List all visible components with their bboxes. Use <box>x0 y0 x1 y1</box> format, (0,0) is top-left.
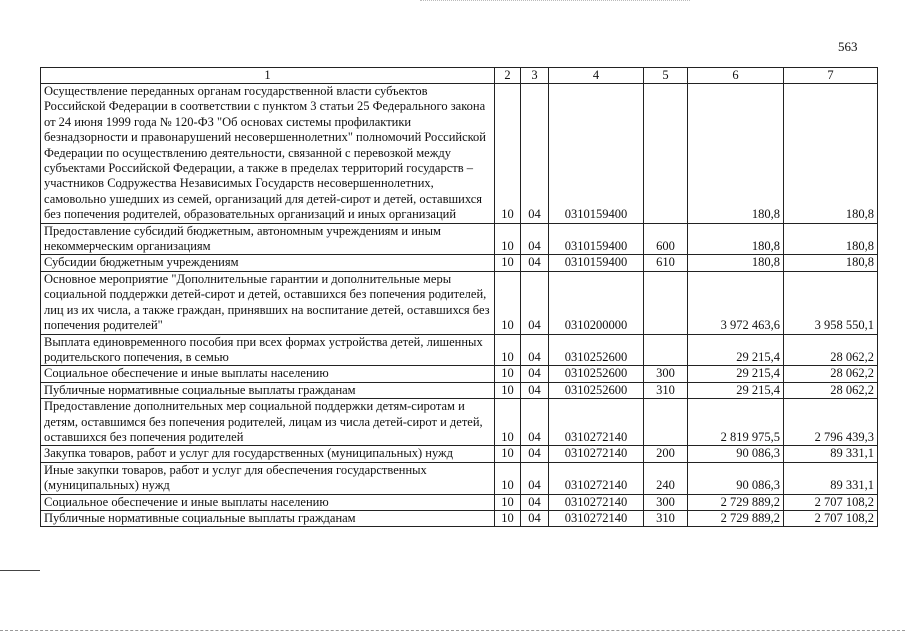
row-amount-year1-cell: 180,8 <box>688 255 784 271</box>
table-row <box>41 462 878 494</box>
row-section-cell: 10 <box>495 366 521 382</box>
row-subsection-cell: 04 <box>521 494 549 510</box>
row-amount-year2-cell: 28 062,2 <box>784 366 878 382</box>
row-section-cell: 10 <box>495 255 521 271</box>
table-row <box>41 255 878 271</box>
row-name-cell: Субсидии бюджетным учреждениям <box>41 255 495 271</box>
row-section-cell: 10 <box>495 494 521 510</box>
table-row <box>41 223 878 255</box>
table-row <box>41 271 878 334</box>
row-name-cell: Осуществление переданных органам государственной власти субъектов Российской Федерации в соответствии с пунктом 3 статьи 25 Федерального закона от 24 июня 1999 года № 120-ФЗ "Об основах системы профилактики безнадзорности и правонарушений несовершеннолетних" полномочий Российской Федерации по осуществлению деятельности, связанной с перевозкой между субъектами Российской Федерации, а также в пределах территорий государств – участников Содружества Независимых Государств несовершеннолетних, самовольно ушедших из семей, организаций для детей-сирот и детей, оставшихся без попечения родителей, образовательных организаций и иных организаций <box>41 84 495 224</box>
header-col-3: 3 <box>521 68 549 84</box>
row-subsection-cell: 04 <box>521 510 549 526</box>
row-subsection-cell: 04 <box>521 399 549 446</box>
row-target-code-cell: 0310272140 <box>549 462 644 494</box>
row-subsection-cell: 04 <box>521 382 549 398</box>
row-name-cell: Социальное обеспечение и иные выплаты населению <box>41 366 495 382</box>
budget-table <box>40 67 878 527</box>
row-section-cell: 10 <box>495 399 521 446</box>
row-amount-year1-cell: 90 086,3 <box>688 462 784 494</box>
row-amount-year1-cell: 2 819 975,5 <box>688 399 784 446</box>
row-expense-type-cell: 310 <box>644 510 688 526</box>
row-amount-year2-cell: 28 062,2 <box>784 334 878 366</box>
row-subsection-cell: 04 <box>521 462 549 494</box>
header-col-6: 6 <box>688 68 784 84</box>
row-target-code-cell: 0310252600 <box>549 334 644 366</box>
row-name-cell: Выплата единовременного пособия при всех формах устройства детей, лишенных родительского попечения, в семью <box>41 334 495 366</box>
row-amount-year2-cell: 28 062,2 <box>784 382 878 398</box>
row-target-code-cell: 0310272140 <box>549 510 644 526</box>
row-section-cell: 10 <box>495 382 521 398</box>
header-col-2: 2 <box>495 68 521 84</box>
row-section-cell: 10 <box>495 446 521 462</box>
row-amount-year2-cell: 180,8 <box>784 255 878 271</box>
row-expense-type-cell: 200 <box>644 446 688 462</box>
row-target-code-cell: 0310272140 <box>549 446 644 462</box>
row-name-cell: Публичные нормативные социальные выплаты гражданам <box>41 510 495 526</box>
header-col-5: 5 <box>644 68 688 84</box>
table-row <box>41 382 878 398</box>
row-expense-type-cell <box>644 271 688 334</box>
row-amount-year2-cell: 89 331,1 <box>784 462 878 494</box>
table-row <box>41 399 878 446</box>
row-amount-year2-cell: 2 707 108,2 <box>784 510 878 526</box>
table-row <box>41 366 878 382</box>
row-target-code-cell: 0310159400 <box>549 223 644 255</box>
row-expense-type-cell: 300 <box>644 494 688 510</box>
header-col-7: 7 <box>784 68 878 84</box>
row-subsection-cell: 04 <box>521 84 549 224</box>
row-subsection-cell: 04 <box>521 271 549 334</box>
row-amount-year2-cell: 180,8 <box>784 223 878 255</box>
row-name-cell: Социальное обеспечение и иные выплаты населению <box>41 494 495 510</box>
table-row <box>41 494 878 510</box>
row-amount-year2-cell: 180,8 <box>784 84 878 224</box>
scan-artifact-bottom <box>0 630 905 631</box>
row-amount-year1-cell: 180,8 <box>688 84 784 224</box>
row-expense-type-cell: 310 <box>644 382 688 398</box>
row-subsection-cell: 04 <box>521 334 549 366</box>
row-target-code-cell: 0310272140 <box>549 399 644 446</box>
row-name-cell: Иные закупки товаров, работ и услуг для обеспечения государственных (муниципальных) нужд <box>41 462 495 494</box>
row-target-code-cell: 0310159400 <box>549 84 644 224</box>
row-subsection-cell: 04 <box>521 223 549 255</box>
table-row <box>41 446 878 462</box>
row-expense-type-cell: 610 <box>644 255 688 271</box>
row-amount-year1-cell: 90 086,3 <box>688 446 784 462</box>
row-subsection-cell: 04 <box>521 366 549 382</box>
table-header-row <box>41 68 878 84</box>
row-target-code-cell: 0310159400 <box>549 255 644 271</box>
scan-artifact-top <box>420 0 690 5</box>
scan-artifact-line <box>0 570 40 571</box>
row-amount-year2-cell: 2 707 108,2 <box>784 494 878 510</box>
row-name-cell: Закупка товаров, работ и услуг для государственных (муниципальных) нужд <box>41 446 495 462</box>
row-amount-year1-cell: 3 972 463,6 <box>688 271 784 334</box>
row-name-cell: Публичные нормативные социальные выплаты гражданам <box>41 382 495 398</box>
row-section-cell: 10 <box>495 271 521 334</box>
row-expense-type-cell <box>644 84 688 224</box>
row-target-code-cell: 0310252600 <box>549 366 644 382</box>
row-expense-type-cell: 300 <box>644 366 688 382</box>
row-name-cell: Предоставление субсидий бюджетным, автономным учреждениям и иным некоммерческим организациям <box>41 223 495 255</box>
row-amount-year1-cell: 29 215,4 <box>688 366 784 382</box>
row-amount-year1-cell: 2 729 889,2 <box>688 510 784 526</box>
table-row <box>41 334 878 366</box>
row-amount-year1-cell: 29 215,4 <box>688 382 784 398</box>
header-col-1: 1 <box>41 68 495 84</box>
row-name-cell: Основное мероприятие "Дополнительные гарантии и дополнительные меры социальной поддержки детей-сирот и детей, оставшихся без попечения родителей, лиц из их числа, а также граждан, принявших на воспитание детей, оставшихся без попечения родителей" <box>41 271 495 334</box>
row-amount-year1-cell: 29 215,4 <box>688 334 784 366</box>
row-section-cell: 10 <box>495 334 521 366</box>
row-name-cell: Предоставление дополнительных мер социальной поддержки детям-сиротам и детям, оставшимся без попечения родителей, лицам из числа детей-сирот и детей, оставшихся без попечения родителей <box>41 399 495 446</box>
row-target-code-cell: 0310272140 <box>549 494 644 510</box>
row-amount-year1-cell: 180,8 <box>688 223 784 255</box>
row-amount-year2-cell: 89 331,1 <box>784 446 878 462</box>
row-section-cell: 10 <box>495 223 521 255</box>
row-subsection-cell: 04 <box>521 446 549 462</box>
budget-table-body <box>41 68 878 527</box>
header-col-4: 4 <box>549 68 644 84</box>
row-target-code-cell: 0310252600 <box>549 382 644 398</box>
row-section-cell: 10 <box>495 510 521 526</box>
row-expense-type-cell <box>644 334 688 366</box>
table-row <box>41 84 878 224</box>
row-target-code-cell: 0310200000 <box>549 271 644 334</box>
row-amount-year1-cell: 2 729 889,2 <box>688 494 784 510</box>
row-expense-type-cell: 600 <box>644 223 688 255</box>
row-amount-year2-cell: 3 958 550,1 <box>784 271 878 334</box>
row-subsection-cell: 04 <box>521 255 549 271</box>
page-number: 563 <box>838 39 858 54</box>
row-section-cell: 10 <box>495 84 521 224</box>
row-section-cell: 10 <box>495 462 521 494</box>
row-expense-type-cell <box>644 399 688 446</box>
row-amount-year2-cell: 2 796 439,3 <box>784 399 878 446</box>
row-expense-type-cell: 240 <box>644 462 688 494</box>
table-row <box>41 510 878 526</box>
